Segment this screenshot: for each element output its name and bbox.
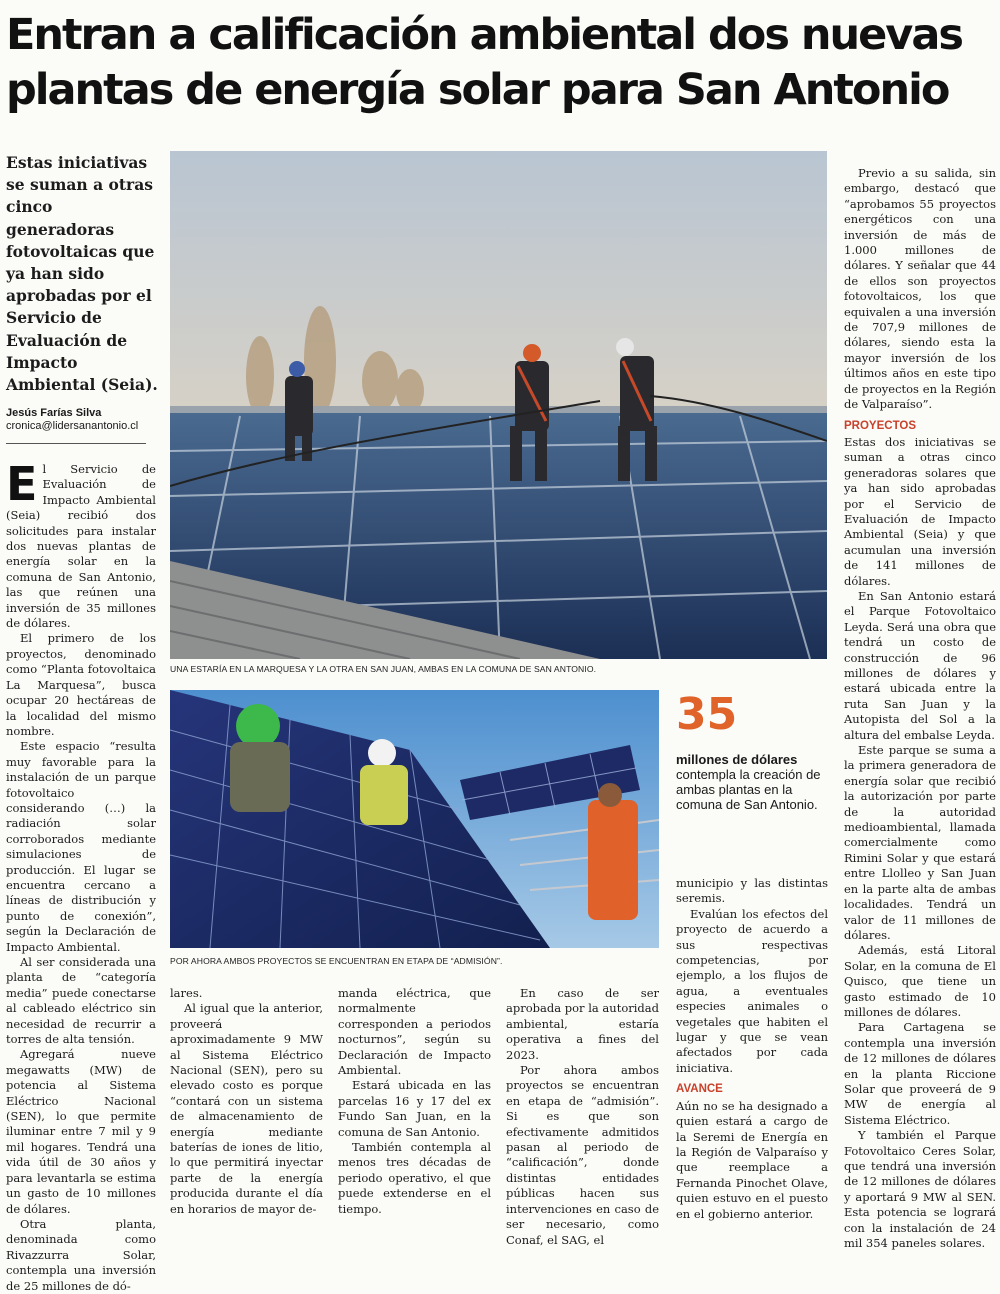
headline	[6, 8, 996, 118]
paragraph: Este espacio “resulta muy favorable para la instalación de un parque fotovoltaico considerando (…) la radiación solar corroborados mediante simulaciones de producción. El lugar se encuentra cercano a líneas de distribución y punto de conexión”, según la Declaración de Impacto Ambiental.	[6, 739, 156, 954]
paragraph: Además, está Litoral Solar, en la comuna de El Quisco, que tiene un gasto estimado de 10 millones de dólares.	[844, 943, 996, 1019]
deck-line: Servicio de	[6, 308, 102, 328]
deck-line: fotovoltaicas que	[6, 241, 155, 261]
paragraph: Otra planta, denominada como Rivazzurra Solar, contempla una inversión de 25 millones de dó-	[6, 1216, 156, 1293]
deck-line: cinco	[6, 197, 53, 217]
paragraph: manda eléctrica, que normalmente corresponden a periodos nocturnos”, según su Declaración de Impacto Ambiental.	[338, 986, 491, 1078]
factbox-number: 35	[676, 689, 738, 740]
photo1-caption: UNA ESTARÍA EN LA MARQUESA Y LA OTRA EN SAN JUAN, AMBAS EN LA COMUNA DE SAN ANTONIO.	[170, 664, 597, 674]
byline	[6, 407, 156, 433]
body-column-1	[6, 457, 156, 1294]
body-column-2	[170, 986, 323, 1217]
body-column-5	[676, 876, 828, 1222]
paragraph: Previo a su salida, sin embargo, destacó que “aprobamos 55 proyectos energéticos con una inversión de más de 1.000 millones de dólares. Y señalar que 44 de ellos son proyectos fotovoltaicos, los que equivalen a una inversión de 707,9 millones de dólares, siendo esta la mayor inversión de los últimos años en este tipo de proyectos en la Región de Valparaíso”.	[844, 166, 996, 412]
photo-rooftop-workers	[170, 151, 827, 659]
paragraph: Por ahora ambos proyectos se encuentran en etapa de “admisión”. Si es que son efectivamente admitidos pasan al periodo de “calificación”, donde distintas entidades públicas hacen sus intervenciones en caso de ser necesario, como Conaf, el SAG, el	[506, 1063, 659, 1247]
paragraph: Estas dos iniciativas se suman a otras cinco generadoras solares que ya han sido aprobadas por el Servicio de Evaluación de Impacto Ambiental (Seia) y que acumulan una inversión de 141 millones de dólares.	[844, 434, 996, 588]
deck-line: aprobadas por el	[6, 286, 152, 306]
paragraph: lares.	[170, 986, 203, 1000]
body-column-4	[506, 986, 659, 1248]
factbox-bold: millones de dólares	[676, 752, 798, 767]
headline-line-1: Entran a calificación ambiental dos nuevas	[6, 10, 962, 60]
deck-line: Ambiental (Seia).	[6, 375, 158, 395]
paragraph: Evalúan los efectos del proyecto de acuerdo a sus respectivas competencias, por ejemplo, a los flujos de agua, a eventuales especies animales o vegetales que habiten el lugar y que se vean afectados por cada iniciativa.	[676, 906, 828, 1075]
body-column-3	[338, 986, 491, 1217]
paragraph: En San Antonio estará el Parque Fotovoltaico Leyda. Será una obra que tendrá un costo de construcción de 96 millones de dólares y estará ubicada entre la ruta San Juan y la Autopista del Sol a la altura del embalse Leyda.	[844, 588, 996, 742]
paragraph: Y también el Parque Fotovoltaico Ceres Solar, que tendrá una inversión de 12 millones de dólares y aportará 9 MW al SEN. Esta potencia se logrará con la instalación de 24 mil 354 paneles solares.	[844, 1128, 996, 1251]
paragraph: Estará ubicada en las parcelas 16 y 17 del ex Fundo San Juan, en la comuna de San Antonio.	[338, 1078, 491, 1139]
byline-author: Jesús Farías Silva	[6, 407, 102, 419]
subheading-avance: AVANCE	[676, 1083, 723, 1096]
paragraph: Este parque se suma a la primera generadora de energía solar que recibió la autorización por parte de la autoridad medioambiental, llamada comercialmente como Rimini Solar y que estará entre Llolleo y San Juan en la parte alta de ambas localidades. Tendrá un valor de 11 millones de dólares.	[844, 743, 996, 942]
paragraph: En caso de ser aprobada por la autoridad ambiental, estaría operativa a fines del 2023.	[506, 986, 659, 1062]
headline-line-2: plantas de energía solar para San Antonio	[6, 65, 949, 115]
deck-line: ya han sido	[6, 264, 105, 284]
deck-line: Evaluación de	[6, 330, 128, 350]
factbox	[676, 752, 821, 812]
dropcap: E	[6, 457, 38, 511]
paragraph: municipio y las distintas seremis.	[676, 876, 828, 906]
subheading-proyectos: PROYECTOS	[844, 419, 916, 432]
paragraph: El primero de los proyectos, denominado como “Planta fotovoltaica La Marquesa”, busca ocupar 20 hectáreas de la localidad del mismo nombre.	[6, 631, 156, 738]
paragraph: También contempla al menos tres décadas de periodo operativo, el que puede extenderse en el tiempo.	[338, 1140, 491, 1216]
paragraph: Agregará nueve megawatts (MW) de potencia al Sistema Eléctrico Nacional (SEN), lo que permite iluminar entre 7 mil y 9 mil hogares. Tendrá una vida útil de 30 años y para levantarla se estima un gasto de 10 millones de dólares.	[6, 1047, 156, 1216]
deck-line: generadoras	[6, 219, 115, 239]
byline-email: cronica@lidersanantonio.cl	[6, 420, 139, 432]
photo2-caption: POR AHORA AMBOS PROYECTOS SE ENCUENTRAN EN ETAPA DE “ADMISIÓN”.	[170, 956, 503, 966]
paragraph: Al igual que la anterior, proveerá aproximadamente 9 MW al Sistema Eléctrico Nacional (SEN), pero su elevado costo es porque “contará con un sistema de almacenamiento de energía mediante baterías de iones de litio, lo que permitirá inyectar parte de la energía producida durante el día en horarios de mayor de-	[170, 1001, 323, 1216]
photo-panel-installers	[170, 690, 659, 948]
deck	[6, 152, 158, 396]
paragraph: Para Cartagena se contempla una inversión de 12 millones de dólares en la planta Riccione Solar que proveerá de 9 MW de energía al Sistema Eléctrico.	[844, 1020, 996, 1127]
paragraph: Al ser considerada una planta de “categoría media” puede conectarse al cableado eléctrico sin necesidad de recurrir a torres de alta tensión.	[6, 955, 156, 1047]
body-column-6	[844, 166, 996, 1251]
byline-divider	[6, 443, 146, 444]
deck-line: se suman a otras	[6, 175, 153, 195]
paragraph: Aún no se ha designado a quien estará a cargo de la Seremi de Energía en la Región de Valparaíso y que reemplace a Fernanda Pinochet Olave, quien estuvo en el puesto en el gobierno anterior.	[676, 1098, 828, 1221]
deck-line: Estas iniciativas	[6, 153, 148, 172]
paragraph: l Servicio de Evaluación de Impacto Ambiental (Seia) recibió dos solicitudes para instalar dos nuevas plantas de energía solar en la comuna de San Antonio, las que reúnen una inversión de 35 millones de dólares.	[6, 462, 156, 631]
factbox-text: contempla la creación de ambas plantas en la comuna de San Antonio.	[676, 767, 821, 812]
deck-line: Impacto	[6, 352, 78, 372]
